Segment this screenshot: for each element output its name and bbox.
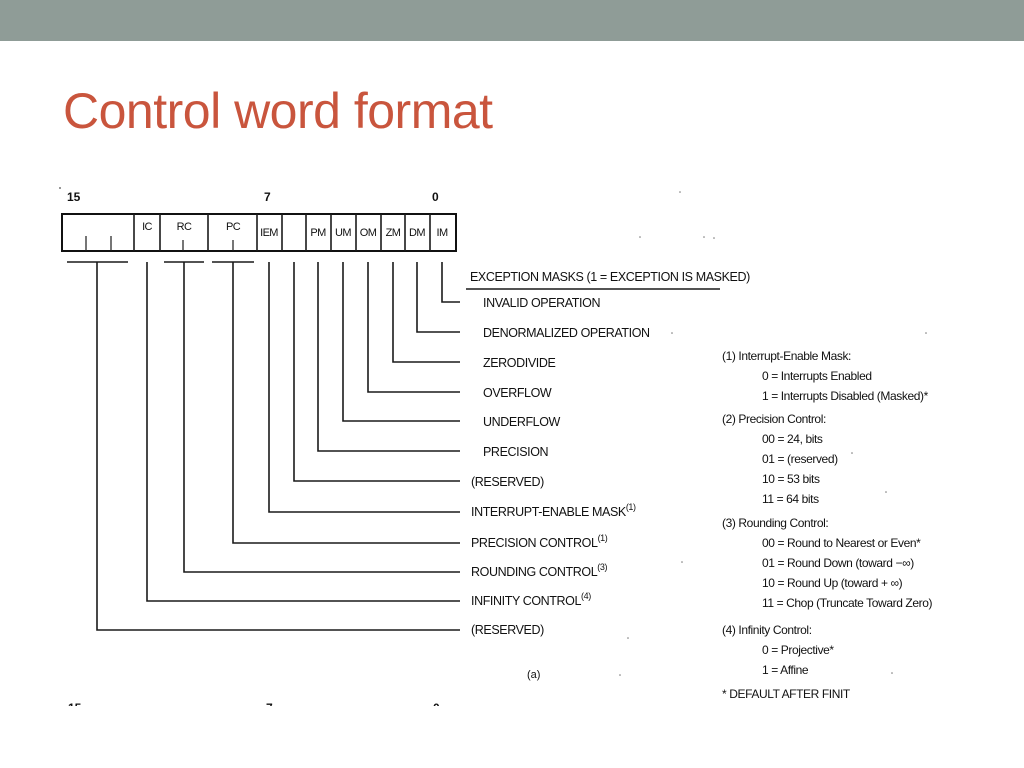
field-zm: ZM <box>385 227 401 239</box>
note-1-title: (1) Interrupt-Enable Mask: <box>722 349 851 363</box>
note-3-title: (3) Rounding Control: <box>722 516 829 530</box>
ref-interrupt-enable: (1) <box>625 502 636 512</box>
label-zerodivide: ZERODIVIDE <box>483 356 556 370</box>
note-1-line-a: 0 = Interrupts Enabled <box>762 369 872 383</box>
note-default-after-finit: * DEFAULT AFTER FINIT <box>722 687 850 701</box>
label-underflow: UNDERFLOW <box>483 415 560 429</box>
label-reserved-bit6: (RESERVED) <box>471 475 544 489</box>
note-3-line-d: 11 = Chop (Truncate Toward Zero) <box>762 596 933 610</box>
notes-panel <box>722 349 932 701</box>
label-rounding-control: ROUNDING CONTROL$^{(3)}$ <box>471 562 608 579</box>
field-pm: PM <box>310 227 326 239</box>
ref-precision-control: (1) <box>597 533 608 543</box>
label-exception-masks: EXCEPTION MASKS (1 = EXCEPTION IS MASKED) <box>470 270 750 284</box>
note-2-line-b: 01 = (reserved) <box>762 452 838 466</box>
leader-lines <box>97 262 720 630</box>
note-1-line-b: 1 = Interrupts Disabled (Masked)* <box>762 389 928 403</box>
ref-infinity-control: (4) <box>581 591 591 601</box>
bit-position-15: 15 <box>67 190 81 204</box>
field-iem: IEM <box>260 227 278 239</box>
label-denormalized-operation: DENORMALIZED OPERATION <box>483 326 650 340</box>
note-2-line-c: 10 = 53 bits <box>762 472 820 486</box>
field-rc: RC <box>176 221 192 233</box>
figure-caption: (a) <box>527 669 541 681</box>
label-infinity-control: INFINITY CONTROL$^{(4)}$ <box>471 591 591 608</box>
field-im: IM <box>436 227 448 239</box>
note-2-title: (2) Precision Control: <box>722 412 826 426</box>
note-2-line-a: 00 = 24, bits <box>762 432 823 446</box>
label-reserved-high: (RESERVED) <box>471 623 544 637</box>
field-om: OM <box>359 227 377 239</box>
slide-title: Control word format <box>63 83 493 139</box>
note-3-line-c: 10 = Round Up (toward + ∞) <box>762 576 903 590</box>
label-precision-control: PRECISION CONTROL$^{(1)}$ <box>471 533 608 550</box>
label-invalid-operation: INVALID OPERATION <box>483 296 601 310</box>
field-dm: DM <box>409 227 425 239</box>
label-precision: PRECISION <box>483 445 549 459</box>
note-4-line-a: 0 = Projective* <box>762 643 834 657</box>
bit-position-0: 0 <box>432 190 439 204</box>
note-2-line-d: 11 = 64 bits <box>762 492 819 506</box>
note-4-line-b: 1 = Affine <box>762 663 809 677</box>
note-4-title: (4) Infinity Control: <box>722 623 812 637</box>
cropped-bit-positions <box>0 701 1024 768</box>
note-3-line-b: 01 = Round Down (toward −∞) <box>762 556 914 570</box>
field-um: UM <box>335 227 351 239</box>
note-3-line-a: 00 = Round to Nearest or Even* <box>762 536 921 550</box>
label-interrupt-enable-mask: INTERRUPT-ENABLE MASK$^{(1)}$ <box>471 502 636 519</box>
ref-rounding-control: (3) <box>597 562 608 572</box>
field-pc: PC <box>225 221 241 233</box>
field-ic: IC <box>142 221 152 233</box>
bit-position-7: 7 <box>264 190 271 204</box>
label-overflow: OVERFLOW <box>483 386 552 400</box>
